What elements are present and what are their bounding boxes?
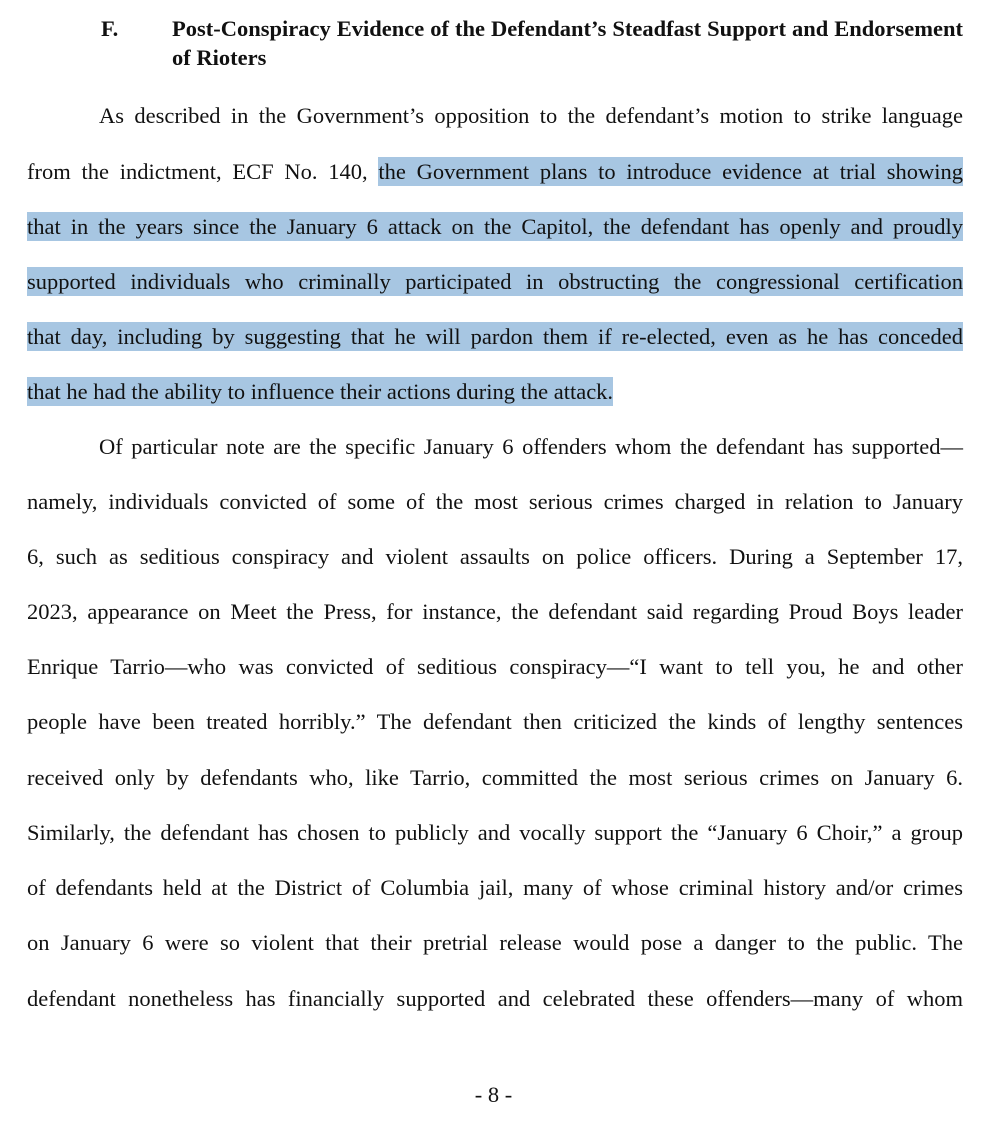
paragraph-2-line: of defendants held at the District of Columbia jail, many of whose criminal history and/or crimes <box>27 875 963 900</box>
paragraph-2-line: namely, individuals convicted of some of the most serious crimes charged in relation to January <box>27 489 963 514</box>
paragraph-2-line: 2023, appearance on Meet the Press, for instance, the defendant said regarding Proud Boys leader <box>27 599 963 624</box>
section-letter: F. <box>101 16 119 41</box>
highlighted-text: the Government plans to introduce evidence at trial showing <box>378 159 964 184</box>
paragraph-2-line: received only by defendants who, like Tarrio, committed the most serious crimes on January 6. <box>27 765 963 790</box>
section-title: Post-Conspiracy Evidence of the Defendant’s Steadfast Support and Endorsement of Rioters <box>172 16 963 70</box>
paragraph-1-line-5 <box>27 322 963 352</box>
paragraph-1-line-4 <box>27 267 963 297</box>
paragraph-2-line: people have been treated horribly.” The defendant then criticized the kinds of lengthy sentences <box>27 709 963 734</box>
paragraph-2-line: defendant nonetheless has financially supported and celebrated these offenders—many of whom <box>27 986 963 1011</box>
paragraph-1-line-2 <box>27 157 963 187</box>
paragraph-2-line: Similarly, the defendant has chosen to publicly and vocally support the “January 6 Choir,” a group <box>27 820 963 845</box>
paragraph-1-line-3 <box>27 212 963 242</box>
paragraph-2-line: Enrique Tarrio—who was convicted of seditious conspiracy—“I want to tell you, he and other <box>27 654 963 679</box>
highlighted-text: that he had the ability to influence their actions during the attack. <box>27 379 614 404</box>
highlighted-text: that in the years since the January 6 attack on the Capitol, the defendant has openly and proudly <box>27 214 963 239</box>
paragraph-2-line: 6, such as seditious conspiracy and violent assaults on police officers. During a September 17, <box>27 544 963 569</box>
paragraph-1-line-2-plain: from the indictment, ECF No. 140, <box>27 159 379 184</box>
paragraph-1-line-6 <box>27 377 963 407</box>
highlighted-text: that day, including by suggesting that he will pardon them if re-elected, even as he has conceded <box>27 324 963 349</box>
highlighted-text: supported individuals who criminally participated in obstructing the congressional certification <box>27 269 963 294</box>
paragraph-1-line-1: As described in the Government’s opposition to the defendant’s motion to strike language <box>99 103 963 128</box>
paragraph-2-line: on January 6 were so violent that their pretrial release would pose a danger to the public. The <box>27 930 963 955</box>
paragraph-2-line: Of particular note are the specific January 6 offenders whom the defendant has supported— <box>99 434 963 459</box>
page-number: - 8 - <box>474 1082 513 1107</box>
